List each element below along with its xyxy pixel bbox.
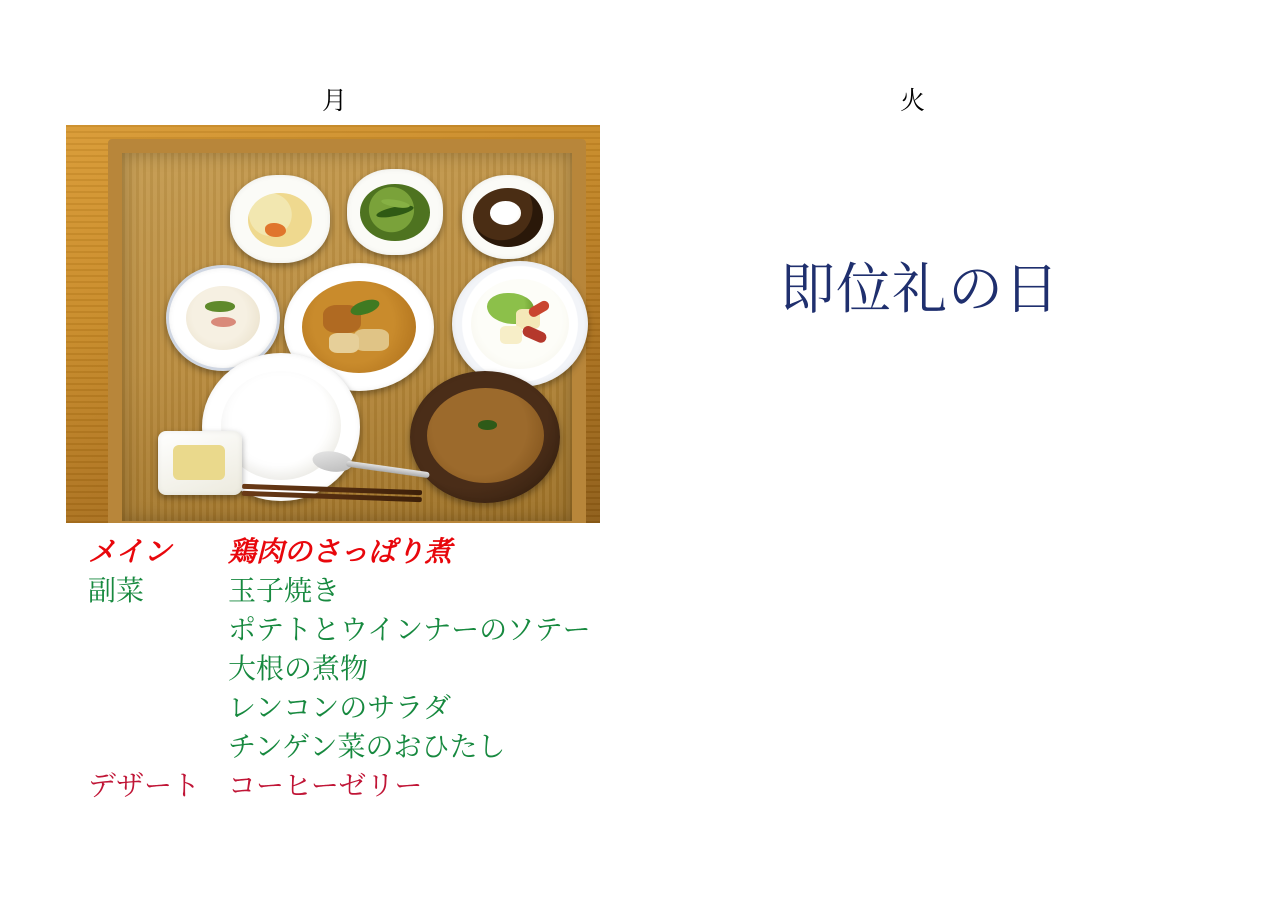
salad-greens <box>205 301 234 311</box>
daikon-piece <box>329 333 359 353</box>
wiener-piece <box>521 325 549 345</box>
egg-piece <box>490 201 521 225</box>
small-side-contents <box>173 445 225 480</box>
pickle-piece <box>265 223 287 237</box>
menu-row-side-3 <box>88 652 688 694</box>
potato-piece <box>500 326 522 344</box>
soup-garnish <box>478 420 497 430</box>
holiday-note: 即位礼の日 <box>780 257 1061 321</box>
menu-item-side-5: チンゲン菜のおひたし <box>228 730 506 763</box>
potato-wiener-plate <box>452 261 588 387</box>
menu-row-dessert <box>88 769 688 811</box>
menu-item-side-4: レンコンのサラダ <box>228 691 452 724</box>
main-dish-contents <box>302 281 416 373</box>
miso-soup-bowl <box>410 371 560 503</box>
greens-bowl-contents <box>360 184 429 241</box>
menu-label-main: メイン <box>88 535 172 568</box>
menu-row-side-5 <box>88 730 688 772</box>
spoon-handle <box>346 461 430 479</box>
column-header-tuesday: 火 <box>900 86 926 115</box>
menu-list <box>88 535 688 811</box>
menu-item-main: 鶏肉のさっぱり煮 <box>228 535 453 568</box>
greens-bowl <box>347 169 443 255</box>
menu-row-main <box>88 535 688 577</box>
miso-soup-contents <box>427 388 544 483</box>
menu-item-side-3: 大根の煮物 <box>228 652 369 685</box>
serving-tray <box>108 139 586 523</box>
menu-row-side-2 <box>88 613 688 655</box>
menu-row-side-4 <box>88 691 688 733</box>
pickles-bowl <box>230 175 330 263</box>
lotus-salad-contents <box>186 286 259 350</box>
column-header-monday: 月 <box>322 86 348 115</box>
small-side-plate <box>158 431 242 495</box>
menu-row-side-1 <box>88 574 688 616</box>
menu-label-dessert: デザート <box>88 769 201 802</box>
potato-wiener-contents <box>471 279 569 370</box>
menu-label-side: 副菜 <box>88 574 145 607</box>
sauce-dish-contents <box>473 188 543 247</box>
daikon-piece <box>354 329 388 351</box>
menu-item-side-2: ポテトとウインナーのソテー <box>228 613 591 646</box>
sauce-dish <box>462 175 554 259</box>
menu-item-dessert: コーヒーゼリー <box>228 769 423 802</box>
salad-topping <box>211 317 236 327</box>
meal-photo <box>66 125 600 523</box>
pickles-bowl-contents <box>248 193 312 248</box>
menu-item-side-1: 玉子焼き <box>228 574 341 607</box>
